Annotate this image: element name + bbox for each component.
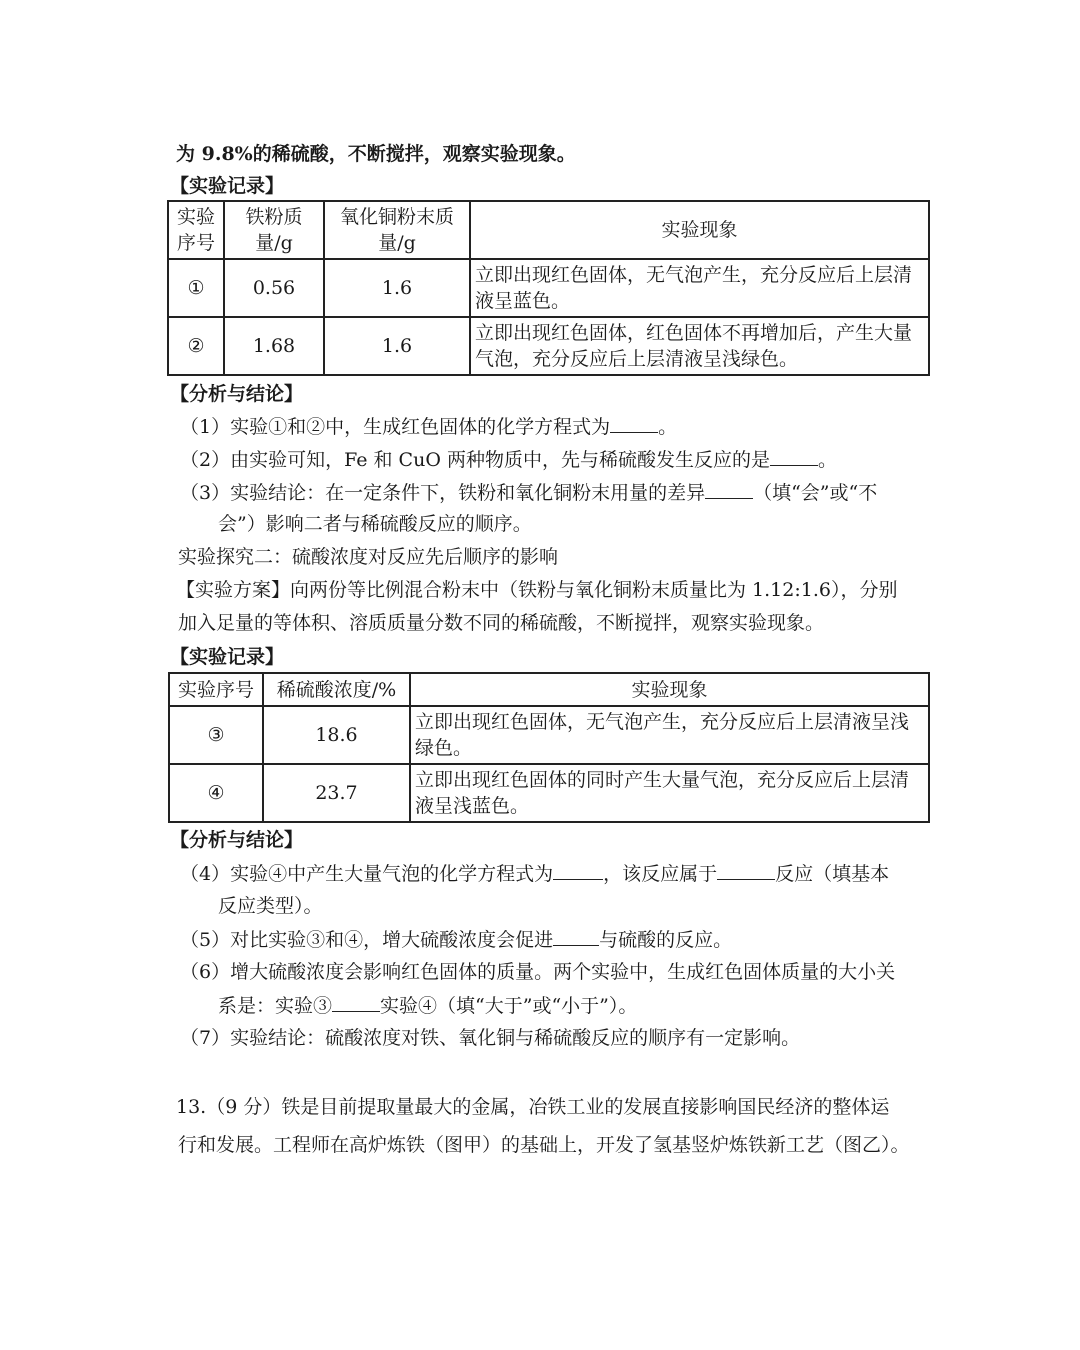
table-header-cell: 铁粉质量/g	[224, 201, 324, 259]
experiment-id: ③	[169, 706, 263, 764]
question-13-continued: 行和发展。工程师在高炉炼铁（图甲）的基础上，开发了氢基竖炉炼铁新工艺（图乙）。	[178, 1134, 910, 1156]
table-header-cell: 实验序号	[168, 201, 224, 259]
question-3-continued: 会”）影响二者与稀硫酸反应的顺序。	[218, 513, 532, 535]
question-13: 13.（9 分）铁是目前提取量最大的金属，冶铁工业的发展直接影响国民经济的整体运	[176, 1096, 890, 1118]
experiment-plan: 【实验方案】向两份等比例混合粉末中（铁粉与氧化铜粉末质量比为 1.12:1.6），分别	[176, 579, 898, 601]
experiment-table-2	[168, 672, 930, 823]
answer-blank[interactable]	[553, 927, 599, 946]
experiment-table-1	[167, 200, 930, 376]
question-2	[180, 447, 837, 472]
question-text: 。	[817, 449, 837, 471]
question-text: （5）对比实验③和④，增大硫酸浓度会促进	[180, 929, 554, 951]
iron-mass: 1.68	[224, 317, 324, 375]
table-header-row	[168, 201, 929, 259]
answer-blank[interactable]	[717, 861, 775, 880]
table-row	[168, 259, 929, 317]
question-text: （2）由实验可知，Fe 和 CuO 两种物质中，先与稀硫酸发生反应的是	[180, 449, 770, 471]
question-1	[180, 414, 677, 439]
record-heading-1: 【实验记录】	[170, 175, 285, 197]
question-4	[180, 861, 889, 886]
answer-blank[interactable]	[553, 861, 603, 880]
table-header-cell: 稀硫酸浓度/%	[263, 673, 410, 706]
question-5	[180, 927, 732, 952]
cuo-mass: 1.6	[324, 259, 470, 317]
phenomenon: 立即出现红色固体的同时产生大量气泡，充分反应后上层清液呈浅蓝色。	[410, 764, 929, 822]
analysis-heading-1: 【分析与结论】	[170, 383, 304, 405]
table-header-cell: 实验序号	[169, 673, 263, 706]
question-6-continued	[218, 993, 637, 1018]
question-text: （3）实验结论：在一定条件下，铁粉和氧化铜粉末用量的差异	[180, 482, 706, 504]
table-header-row	[169, 673, 929, 706]
experiment-plan-continued: 加入足量的等体积、溶质质量分数不同的稀硫酸，不断搅拌，观察实验现象。	[178, 612, 825, 634]
cuo-mass: 1.6	[324, 317, 470, 375]
answer-blank[interactable]	[610, 414, 658, 433]
question-text: 系是：实验③	[218, 995, 333, 1017]
phenomenon: 立即出现红色固体，无气泡产生，充分反应后上层清液呈浅绿色。	[410, 706, 929, 764]
question-text: （1）实验①和②中，生成红色固体的化学方程式为	[180, 416, 611, 438]
question-text: （填“会”或“不	[753, 482, 878, 504]
question-text: 反应（填基本	[775, 863, 890, 885]
table-row	[168, 317, 929, 375]
question-text: （4）实验④中产生大量气泡的化学方程式为	[180, 863, 554, 885]
phenomenon: 立即出现红色固体，无气泡产生，充分反应后上层清液呈蓝色。	[470, 259, 929, 317]
answer-blank[interactable]	[332, 993, 380, 1012]
question-text: ，该反应属于	[603, 863, 718, 885]
iron-mass: 0.56	[224, 259, 324, 317]
table-header-cell: 实验现象	[410, 673, 929, 706]
question-3	[180, 480, 877, 505]
question-4-continued: 反应类型）。	[218, 895, 323, 917]
acid-concentration: 18.6	[263, 706, 410, 764]
answer-blank[interactable]	[770, 447, 818, 466]
question-6: （6）增大硫酸浓度会影响红色固体的质量。两个实验中，生成红色固体质量的大小关	[180, 961, 896, 983]
table-row	[169, 764, 929, 822]
answer-blank[interactable]	[705, 480, 753, 499]
experiment-id: ④	[169, 764, 263, 822]
table-row	[169, 706, 929, 764]
table-header-cell: 实验现象	[470, 201, 929, 259]
phenomenon: 立即出现红色固体，红色固体不再增加后，产生大量气泡，充分反应后上层清液呈浅绿色。	[470, 317, 929, 375]
acid-concentration: 23.7	[263, 764, 410, 822]
question-7: （7）实验结论：硫酸浓度对铁、氧化铜与稀硫酸反应的顺序有一定影响。	[180, 1027, 801, 1049]
question-text: 与硫酸的反应。	[599, 929, 733, 951]
question-text: 。	[658, 416, 678, 438]
table-header-cell: 氧化铜粉末质量/g	[324, 201, 470, 259]
intro-line: 为 9.8%的稀硫酸，不断搅拌，观察实验现象。	[176, 143, 576, 165]
explore-2-heading: 实验探究二：硫酸浓度对反应先后顺序的影响	[178, 546, 559, 568]
question-text: 实验④（填“大于”或“小于”）。	[380, 995, 638, 1017]
experiment-id: ②	[168, 317, 224, 375]
record-heading-2: 【实验记录】	[170, 646, 285, 668]
analysis-heading-2: 【分析与结论】	[170, 829, 304, 851]
experiment-id: ①	[168, 259, 224, 317]
